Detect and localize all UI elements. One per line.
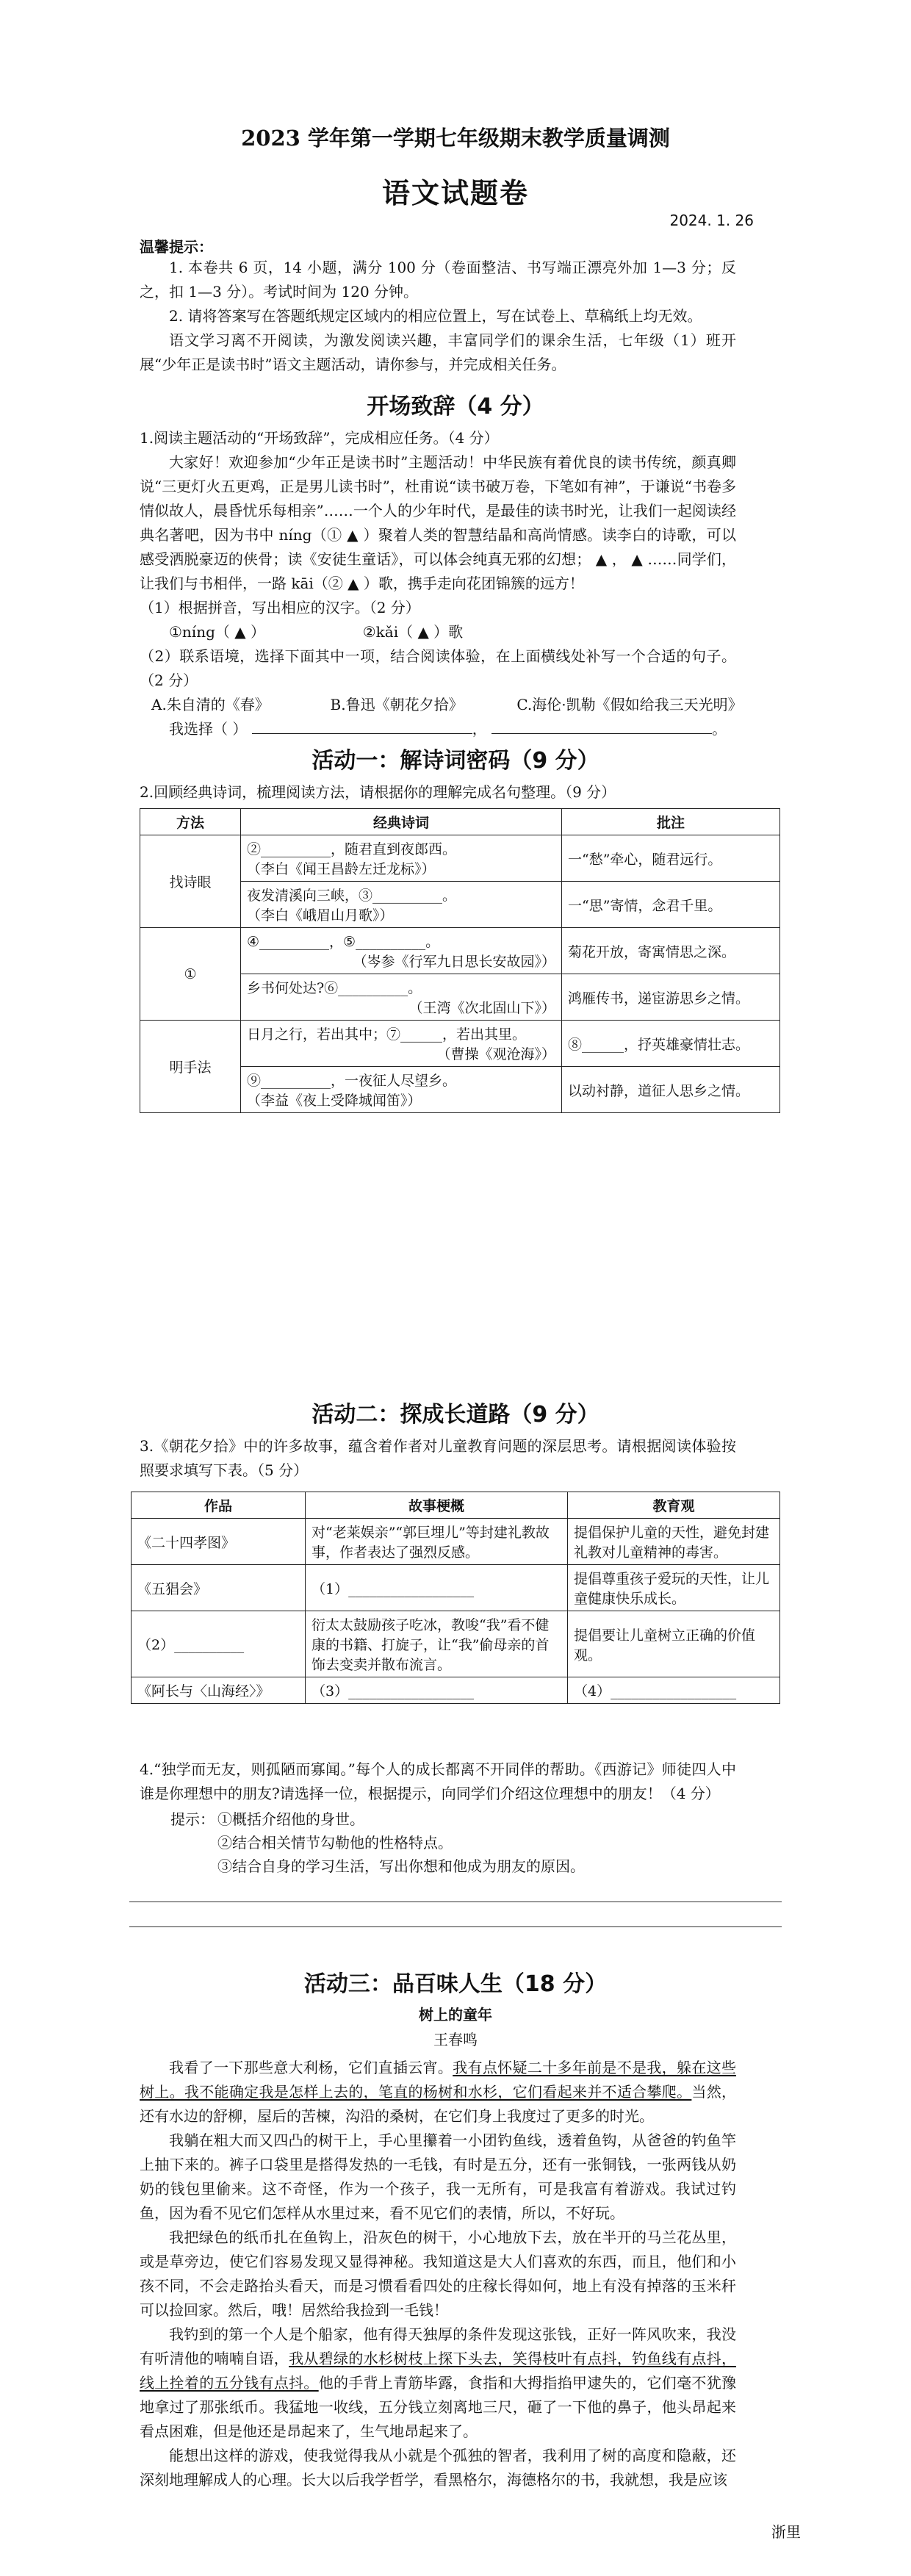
- pinyin-row: [140, 620, 736, 644]
- article-body: [140, 2056, 736, 2492]
- poem-cell[interactable]: ②__________，随君直到夜郎西。 （李白《闻王昌龄左迁龙标》）: [241, 835, 562, 882]
- article-paragraph: 我躺在粗大而又四凸的树干上，手心里攥着一小团钓鱼线，透着鱼钩，从爸爸的钓鱼竿上抽下来的。裤子口袋里是搭得发热的一毛钱，有时是五分，还有一张铜钱，一张两钱从奶奶的钱包里偷来。这不奇怪，作为一个孩子，我一无所有，可是我富有着游戏。我试过钓鱼，因为看不见它们怎样从水里过来，看不见它们的表情，所以，不好玩。: [140, 2131, 736, 2222]
- poem-cell[interactable]: 夜发清溪向三峡，③__________。 （李白《峨眉山月歌》）: [241, 882, 562, 928]
- table-row: [132, 1677, 780, 1704]
- hint-item: ③结合自身的学习生活，写出你想和他成为朋友的原因。: [217, 1857, 585, 1875]
- poem-cell[interactable]: 日月之行，若出其中；⑦______，若出其里。 （曹操《观沧海》）: [241, 1021, 562, 1067]
- underlined-sentence: 我从碧绿的水杉树枝上探下头去，笑得枝叶有点抖，钓鱼线有点抖，线上拴着的五分钱有点抖。: [140, 2350, 737, 2392]
- choose-blank-2[interactable]: [491, 733, 712, 734]
- subject-title: 语文试题卷: [381, 176, 529, 209]
- table-row: [140, 1021, 780, 1067]
- col-view: 教育观: [568, 1492, 780, 1519]
- summary-blank[interactable]: （1）__________________: [306, 1565, 568, 1611]
- work-cell: 《二十四孝图》: [132, 1519, 306, 1565]
- choose-label: 我选择（ ）: [169, 720, 248, 738]
- section-opening-heading: 开场致辞（4 分）: [367, 394, 544, 420]
- note-cell: 鸿雁传书，递宦游思乡之情。: [562, 974, 780, 1021]
- view-cell: 提倡要让儿童树立正确的价值观。: [568, 1611, 780, 1677]
- note-cell[interactable]: ⑧______，抒英雄豪情壮志。: [562, 1021, 780, 1067]
- view-blank[interactable]: （4）__________________: [568, 1677, 780, 1704]
- poem-cell[interactable]: ④__________，⑤__________。 （岑参《行军九日思长安故园》）: [241, 928, 562, 974]
- page-footer: 浙里: [771, 2523, 801, 2541]
- question-2: 2.回顾经典诗词，梳理阅读方法，请根据你的理解完成名句整理。（9 分）: [140, 783, 616, 801]
- note-cell: 一“愁”牵心，随君远行。: [562, 835, 780, 882]
- zhaohua-table: [131, 1492, 780, 1704]
- work-cell: 《阿长与〈山海经〉》: [132, 1677, 306, 1704]
- summary-cell: 衍太太鼓励孩子吃冰，教唆“我”看不健康的书籍、打旋子，让“我”偷母亲的首饰去变卖并散布流言。: [306, 1611, 568, 1677]
- table-row: [132, 1565, 780, 1611]
- activity3-heading: 活动三：品百味人生（18 分）: [303, 1971, 608, 1997]
- method-cell: 找诗眼: [140, 835, 241, 928]
- col-work: 作品: [132, 1492, 306, 1519]
- article-title: 树上的童年: [419, 2006, 492, 2023]
- question-1: 1.阅读主题活动的“开场致辞”，完成相应任务。（4 分）: [140, 429, 499, 447]
- opening-speech: 大家好！欢迎参加“少年正是读书时”主题活动！中华民族有着优良的读书传统，颜真卿说“三更灯火五更鸡，正是男儿读书时”，杜甫说“读书破万卷，下笔如有神”，于谦说“书卷多情似故人，晨昏忧乐每相亲”……一个人的少年时代，是最佳的读书时光，让我们一起阅读经典名著吧，因为书中 níng（① ▲ ）聚着人类的智慧结晶和高尚情感。读李白的诗歌，可以感受洒脱豪迈的侠骨；读《安徒生童话》，可以体会纯真无邪的幻想； ▲ ， ▲ ……同学们，让我们与书相伴，一路 kāi（② ▲ ）歌，携手走向花团锦簇的远方！: [140, 453, 736, 592]
- note-cell: 以动衬静，道征人思乡之情。: [562, 1067, 780, 1113]
- pinyin-blank-2[interactable]: ②kǎi（ ▲ ）歌: [362, 623, 464, 641]
- col-poem: 经典诗词: [241, 809, 562, 835]
- answer-line-2[interactable]: [129, 1926, 782, 1927]
- question-4: 4.“独学而无友，则孤陋而寡闻。”每个人的成长都离不开同伴的帮助。《西游记》师徒四人中谁是你理想中的朋友?请选择一位，根据提示，向同学们介绍这位理想中的朋友！（4 分）: [140, 1760, 736, 1802]
- article-paragraph: 我把绿色的纸币扎在鱼钩上，沿灰色的树干，小心地放下去，放在半开的马兰花丛里，或是草旁边，使它们容易发现又显得神秘。我知道这是大人们喜欢的东西，而且，他们和小孩不同，不会走路抬头看天，而是习惯看看四处的庄稼长得如何，地上有没有掉落的玉米秆可以捡回家。然后，哦！居然给我捡到一毛钱！: [140, 2228, 736, 2319]
- col-summary: 故事梗概: [306, 1492, 568, 1519]
- poem-table: [140, 808, 780, 1113]
- table-row: [132, 1611, 780, 1677]
- hint-label: 提示：: [170, 1810, 215, 1828]
- opening-block: [140, 426, 743, 741]
- note-cell: 一“思”寄情，念君千里。: [562, 882, 780, 928]
- choose-blank-1[interactable]: [252, 733, 472, 734]
- option-b[interactable]: B.鲁迅《朝花夕拾》: [330, 696, 464, 713]
- article-author: 王春鸣: [433, 2031, 478, 2048]
- poem-cell[interactable]: ⑨__________，一夜征人尽望乡。 （李益《夜上受降城闻笛》）: [241, 1067, 562, 1113]
- table-row: [132, 1519, 780, 1565]
- options-row: [140, 693, 743, 717]
- option-a[interactable]: A.朱自清的《春》: [151, 696, 270, 713]
- tips-block: [140, 256, 736, 377]
- intro-paragraph: 语文学习离不开阅读，为激发阅读兴趣，丰富同学们的课余生活，七年级（1）班开展“少年正是读书时”语文主题活动，请你参与，并完成相关任务。: [140, 331, 736, 373]
- question-3: 3.《朝花夕拾》中的许多故事，蕴含着作者对儿童教育问题的深层思考。请根据阅读体验按照要求填写下表。（5 分）: [140, 1437, 736, 1479]
- sub-question-1: （1）根据拼音，写出相应的汉字。（2 分）: [140, 599, 420, 616]
- view-cell: 提倡保护儿童的天性，避免封建礼教对儿童精神的毒害。: [568, 1519, 780, 1565]
- hint-item: ②结合相关情节勾勒他的性格特点。: [217, 1834, 453, 1852]
- article-paragraph: 我钓到的第一个人是个船家，他有得天独厚的条件发现这张钱，正好一阵风吹来，我没有听清他的喃喃自语，我从碧绿的水杉树枝上探下头去，笑得枝叶有点抖，钓鱼线有点抖，线上拴着的五分钱有点抖。他的手背上青筋毕露，食指和大拇指掐甲逮失的，它们毫不犹豫地拿过了那张纸币。我猛地一收线，五分钱立刻离地三尺，砸了一下他的鼻子，他头昂起来看点困难，但是他还是昂起来了，生气地昂起来了。: [140, 2325, 737, 2440]
- note-cell: 菊花开放，寄寓情思之深。: [562, 928, 780, 974]
- exam-title: 2023 学年第一学期七年级期末教学质量调测: [241, 126, 670, 151]
- option-c[interactable]: C.海伦·凯勒《假如给我三天光明》: [516, 696, 743, 713]
- method-cell: 明手法: [140, 1021, 241, 1113]
- hint-item: ①概括介绍他的身世。: [217, 1810, 364, 1828]
- tip-item-2: 2. 请将答案写在答题纸规定区域内的相应位置上，写在试卷上、草稿纸上均无效。: [169, 307, 702, 325]
- sub-question-2: （2）联系语境，选择下面其中一项，结合阅读体验，在上面横线处补写一个合适的句子。（2 分）: [140, 647, 736, 689]
- activity2-heading: 活动二：探成长道路（9 分）: [312, 1402, 599, 1428]
- col-method: 方法: [140, 809, 241, 835]
- method-cell[interactable]: ①: [140, 928, 241, 1021]
- article-paragraph: 我看了一下那些意大利杨，它们直插云宵。我有点怀疑二十多年前是不是我，躲在这些树上。我不能确定我是怎样上去的，笔直的杨树和水杉，它们看起来并不适合攀爬。当然，还有水边的舒柳，屋后的苦楝，沟沿的桑树，在它们身上我度过了更多的时光。: [140, 2059, 737, 2125]
- work-blank[interactable]: （2）__________: [132, 1611, 306, 1677]
- col-note: 批注: [562, 809, 780, 835]
- work-cell: 《五猖会》: [132, 1565, 306, 1611]
- exam-date: 2024. 1. 26: [669, 212, 754, 229]
- table-row: [140, 835, 780, 882]
- tips-heading: 温馨提示：: [140, 238, 213, 256]
- hint-list: [217, 1807, 585, 1878]
- poem-cell[interactable]: 乡书何处达?⑥__________。 （王湾《次北固山下》）: [241, 974, 562, 1021]
- pinyin-blank-1[interactable]: ①níng（ ▲ ）: [169, 623, 265, 641]
- summary-blank[interactable]: （3）__________________: [306, 1677, 568, 1704]
- underlined-sentence: 我有点怀疑二十多年前是不是我，躲在这些树上。我不能确定我是怎样上去的，笔直的杨树和水杉，它们看起来并不适合攀爬。: [140, 2059, 737, 2101]
- view-cell: 提倡尊重孩子爱玩的天性，让儿童健康快乐成长。: [568, 1565, 780, 1611]
- choose-row: 我选择（ ） ， 。: [169, 720, 727, 738]
- summary-cell: 对“老莱娱亲”“郭巨埋儿”等封建礼教故事，作者表达了强烈反感。: [306, 1519, 568, 1565]
- article-paragraph: 能想出这样的游戏，使我觉得我从小就是个孤独的智者，我利用了树的高度和隐蔽，还深刻地理解成人的心理。长大以后我学哲学，看黑格尔，海德格尔的书，我就想，我是应该: [140, 2447, 736, 2489]
- tip-item-1: 1. 本卷共 6 页，14 小题，满分 100 分（卷面整洁、书写端正漂亮外加 1—3 分；反之，扣 1—3 分）。考试时间为 120 分钟。: [140, 259, 736, 301]
- activity1-heading: 活动一：解诗词密码（9 分）: [312, 748, 599, 774]
- table-row: [140, 928, 780, 974]
